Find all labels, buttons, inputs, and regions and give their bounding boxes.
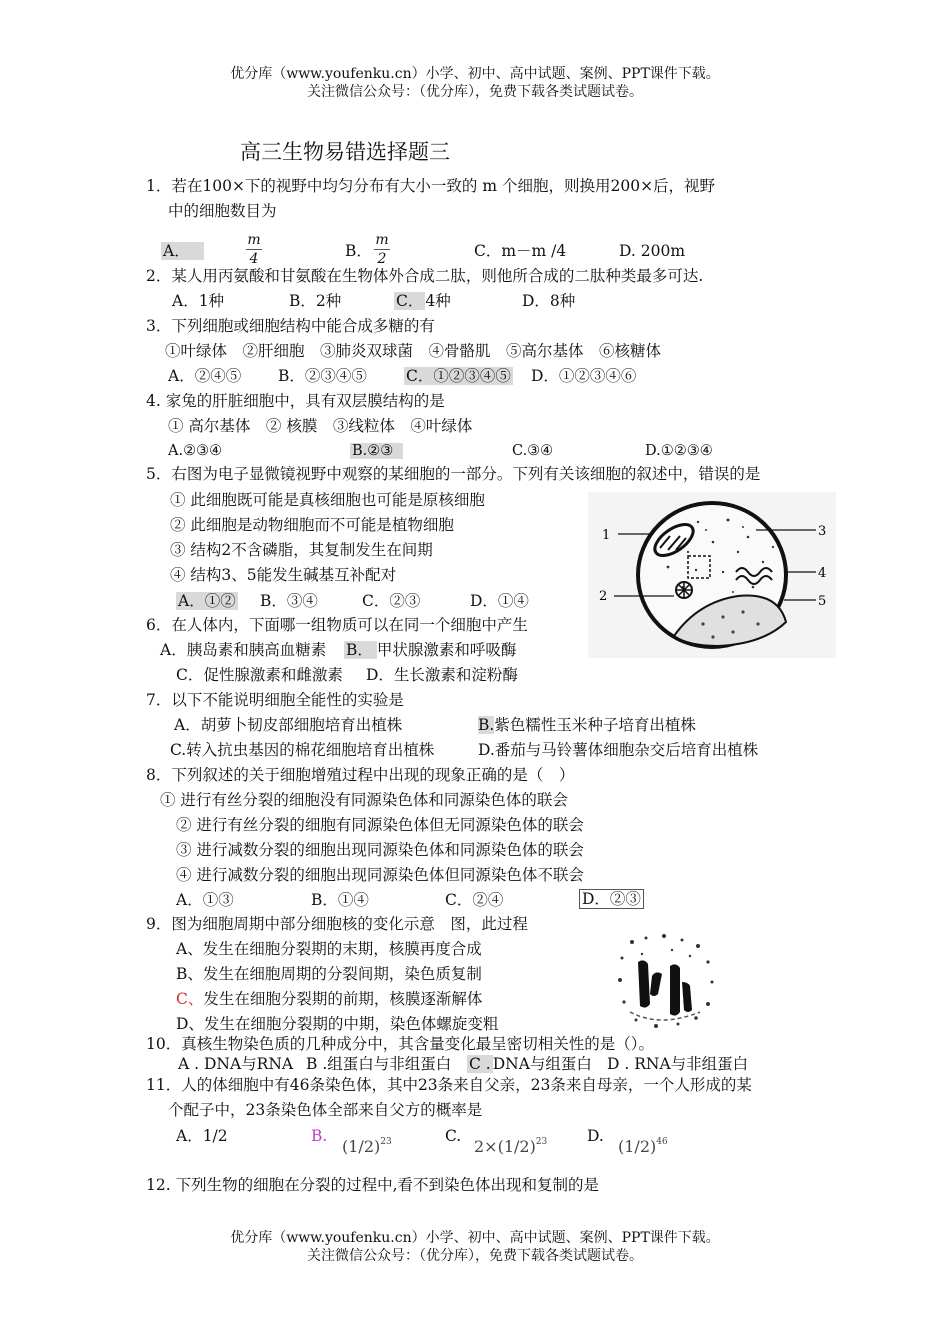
q5-statement-4: ④ 结构3、5能发生碱基互补配对 [170,566,397,584]
q2-option-d[interactable]: D．8种 [522,292,576,310]
q4-items: ① 高尔基体 ② 核膜 ③线粒体 ④叶绿体 [168,417,473,435]
q9-option-c-text: 发生在细胞分裂期的前期，核膜逐渐解体 [203,990,483,1008]
header-line-2: 关注微信公众号：（优分库），免费下载各类试题试卷。 [307,84,643,100]
q9-option-c[interactable] [176,989,482,1009]
q11-option-d[interactable]: D. [587,1127,604,1145]
q8-statement-4: ④ 进行减数分裂的细胞出现同源染色体但同源染色体不联会 [176,866,584,884]
q1-fraction-b [374,232,390,267]
q11-d-exp: 46 [656,1137,668,1147]
figure-label-4: 4 [818,566,827,581]
q11-b-base: (1/2) [342,1137,381,1156]
q6-option-b-label: B． [344,641,377,659]
q6-option-a[interactable]: A．胰岛素和胰高血糖素 [160,641,327,659]
q2-stem: 2．某人用丙氨酸和甘氨酸在生物体外合成二肽，则他所合成的二肽种类最多可达. [146,267,704,285]
q10-option-c[interactable] [467,1054,592,1074]
q7-option-b[interactable] [478,715,696,735]
q4-option-a[interactable]: A.②③④ [168,443,223,459]
q5-option-c[interactable]: C．②③ [362,592,421,610]
q5-option-a-label: A．①② [178,592,236,610]
q2-option-c-label: C． [396,292,424,310]
q10-option-b[interactable]: B .组蛋白与非组蛋白 [306,1055,452,1073]
figure-label-1: 1 [602,528,611,543]
q3-option-d[interactable]: D．①②③④⑥ [531,367,637,385]
q4-option-b-label: B.②③ [350,443,403,459]
q7-option-b-label: B. [478,716,495,734]
q1-stem-1: 1．若在100×下的视野中均匀分布有大小一致的 m 个细胞，则换用200×后，视野 [146,177,716,195]
q11-option-d-expr [618,1137,668,1156]
q1-frac-a-den: 4 [249,251,259,267]
q6-option-b[interactable] [344,640,516,660]
nucleus-division-figure [612,932,720,1030]
q5-option-b[interactable]: B．③④ [260,592,318,610]
q6-option-b-text: 甲状腺激素和呼吸酶 [376,641,517,659]
q7-option-c[interactable]: C.转入抗虫基因的棉花细胞培育出植株 [170,741,435,759]
footer-line-1: 优分库（www.youfenku.cn）小学、初中、高中试题、案例、PPT课件下载。 [230,1230,720,1246]
q11-d-base: (1/2) [618,1137,657,1156]
q8-stem: 8．下列叙述的关于细胞增殖过程中出现的现象正确的是（ ） [146,766,575,784]
q7-stem: 7．以下不能说明细胞全能性的实验是 [146,691,404,709]
q11-option-c-expr [474,1137,547,1156]
figure-label-2: 2 [599,589,608,604]
q8-statement-3: ③ 进行减数分裂的细胞出现同源染色体和同源染色体的联会 [176,841,584,859]
q8-option-d-label: D．②③ [579,889,644,909]
q5-statement-2: ② 此细胞是动物细胞而不可能是植物细胞 [170,516,454,534]
q5-statement-3: ③ 结构2不含磷脂，其复制发生在间期 [170,541,433,559]
q1-stem-2: 中的细胞数目为 [168,202,277,220]
q1-option-a-label: A． [161,242,204,260]
q11-b-exp: 23 [380,1137,392,1147]
q8-option-a[interactable]: A．①③ [176,891,234,909]
q11-option-c[interactable]: C. [445,1127,462,1145]
q1-frac-b-num: m [375,232,389,248]
q10-option-c-text: DNA与组蛋白 [492,1055,592,1073]
q1-frac-b-den: 2 [377,251,387,267]
q6-stem: 6．在人体内，下面哪一组物质可以在同一个细胞中产生 [146,616,528,634]
q9-option-c-label: C、 [176,990,204,1008]
q3-stem: 3．下列细胞或细胞结构中能合成多糖的有 [146,317,435,335]
q2-option-c-text: 4种 [425,292,451,310]
footer-line-2: 关注微信公众号：（优分库），免费下载各类试题试卷。 [307,1248,643,1264]
q3-items: ①叶绿体 ②肝细胞 ③肺炎双球菌 ④骨骼肌 ⑤高尔基体 ⑥核糖体 [165,342,662,360]
q6-option-c[interactable]: C．促性腺激素和雌激素 [176,666,343,684]
q1-option-c[interactable]: C．m－m /4 [474,242,567,260]
q1-option-d[interactable]: D. 200m [619,242,686,260]
q10-option-c-label: C . [469,1055,491,1073]
q3-option-c-label: C．①②③④⑤ [406,367,511,385]
q10-option-a[interactable]: A . DNA与RNA [178,1055,294,1073]
q5-statement-1: ① 此细胞既可能是真核细胞也可能是原核细胞 [170,491,485,509]
q5-option-a[interactable] [176,591,238,611]
q3-option-c[interactable] [404,366,513,386]
q5-stem: 5．右图为电子显微镜视野中观察的某细胞的一部分。下列有关该细胞的叙述中，错误的是 [146,465,761,483]
header-line-1: 优分库（www.youfenku.cn）小学、初中、高中试题、案例、PPT课件下载。 [230,66,720,82]
q11-stem-1: 11．人的体细胞中有46条染色体，其中23条来自父亲，23条来自母亲，一个人形成的某 [146,1076,752,1094]
q1-option-b[interactable]: B． [345,242,372,260]
q6-option-d[interactable]: D．生长激素和淀粉酶 [366,666,518,684]
q9-stem: 9．图为细胞周期中部分细胞核的变化示意 图，此过程 [146,915,528,933]
q7-option-a[interactable]: A．胡萝卜韧皮部细胞培育出植株 [174,716,403,734]
q8-statement-1: ① 进行有丝分裂的细胞没有同源染色体和同源染色体的联会 [160,791,568,809]
q11-stem-2: 个配子中，23条染色体全部来自父方的概率是 [168,1101,483,1119]
q7-option-b-text: 紫色糯性玉米种子培育出植株 [494,716,696,734]
q4-option-d[interactable]: D.①②③④ [645,443,713,459]
q1-fraction-a [246,232,262,267]
q2-option-a[interactable]: A．1种 [172,292,225,310]
q11-c-exp: 23 [535,1137,548,1147]
q12-stem: 12. 下列生物的细胞在分裂的过程中,看不到染色体出现和复制的是 [146,1176,600,1194]
q1-frac-a-num: m [247,232,261,248]
q8-option-d[interactable] [579,889,644,909]
q8-option-b[interactable]: B．①④ [311,891,369,909]
q4-option-c[interactable]: C.③④ [512,443,554,459]
q8-option-c[interactable]: C．②④ [445,891,504,909]
cell-micrograph-figure [588,492,836,658]
q2-option-b[interactable]: B．2种 [289,292,342,310]
page-title: 高三生物易错选择题三 [240,140,450,164]
q4-option-b[interactable] [350,441,403,461]
q9-option-a[interactable]: A、发生在细胞分裂期的末期，核膜再度合成 [176,940,482,958]
q9-option-d[interactable]: D、发生在细胞分裂期的中期，染色体螺旋变粗 [176,1015,499,1033]
q9-option-b[interactable]: B、发生在细胞周期的分裂间期，染色质复制 [176,965,482,983]
q10-option-d[interactable]: D . RNA与非组蛋白 [607,1055,749,1073]
q7-option-d[interactable]: D.番茄与马铃薯体细胞杂交后培育出植株 [478,741,759,759]
figure-label-3: 3 [818,524,827,539]
q5-option-d[interactable]: D．①④ [470,592,529,610]
q11-option-b[interactable]: B. [311,1127,328,1145]
q2-option-c[interactable] [394,291,451,311]
q8-statement-2: ② 进行有丝分裂的细胞有同源染色体但无同源染色体的联会 [176,816,584,834]
q1-option-a[interactable] [161,241,204,261]
q11-c-base: 2×(1/2) [474,1137,536,1156]
q3-option-a[interactable]: A．②④⑤ [168,367,242,385]
figure-label-5: 5 [818,594,827,609]
q3-option-b[interactable]: B．②③④⑤ [278,367,367,385]
q10-stem: 10．真核生物染色质的几种成分中，其含量变化最呈密切相关性的是（）。 [146,1035,654,1053]
q4-stem: 4. 家兔的肝脏细胞中，具有双层膜结构的是 [146,392,445,410]
q11-option-a[interactable]: A．1/2 [176,1127,228,1145]
q11-option-b-expr [342,1137,392,1156]
